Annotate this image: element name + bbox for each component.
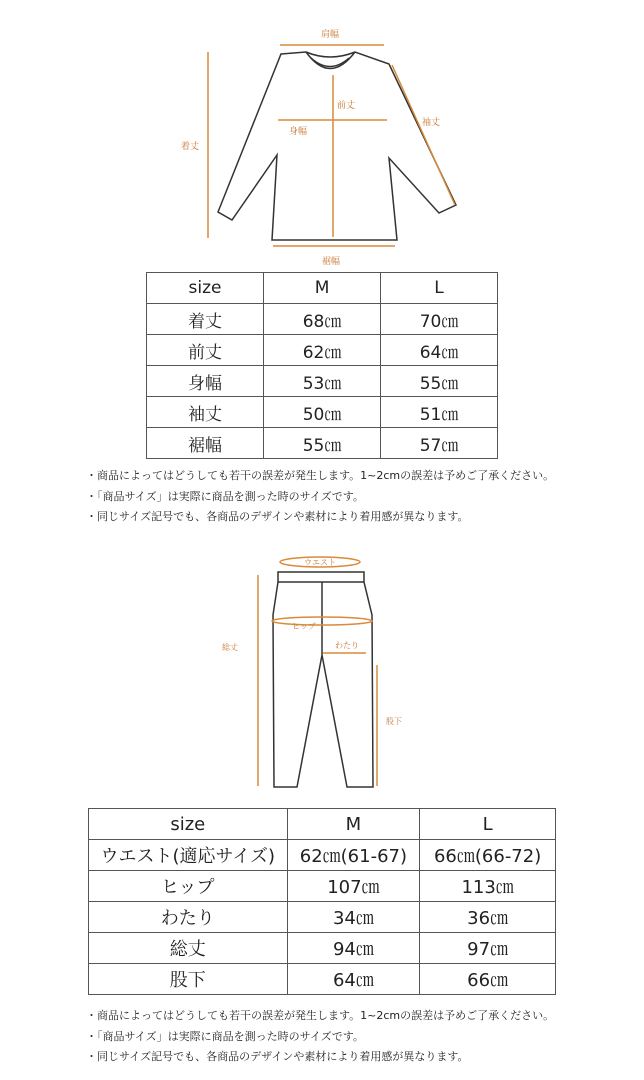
bottom-size-table	[88, 808, 556, 995]
header-cell: size	[89, 809, 288, 840]
cell: 113㎝	[420, 871, 556, 902]
table-row	[89, 964, 556, 995]
cell: 股下	[89, 964, 288, 995]
cell: 70㎝	[381, 304, 498, 335]
note: ・「商品サイズ」は実際に商品を測った時のサイズです。	[86, 1029, 364, 1043]
header-cell: size	[147, 273, 264, 304]
header-cell: L	[420, 809, 556, 840]
cell: 50㎝	[264, 397, 381, 428]
cell: 107㎝	[287, 871, 420, 902]
note: ・「商品サイズ」は実際に商品を測った時のサイズです。	[86, 489, 364, 503]
label-hem: 裾幅	[322, 257, 341, 267]
table-row	[89, 871, 556, 902]
header-cell: L	[381, 273, 498, 304]
label-shoulder: 肩幅	[321, 30, 340, 40]
cell: 身幅	[147, 366, 264, 397]
bottom-notes	[86, 1006, 554, 1068]
cell: 51㎝	[381, 397, 498, 428]
label-thigh: わたり	[335, 641, 359, 650]
header-cell: M	[287, 809, 420, 840]
cell: 総丈	[89, 933, 288, 964]
cell: ヒップ	[89, 871, 288, 902]
cell: 53㎝	[264, 366, 381, 397]
top-notes	[86, 466, 554, 528]
cell: 62㎝(61-67)	[287, 840, 420, 871]
cell: 着丈	[147, 304, 264, 335]
cell: 64㎝	[381, 335, 498, 366]
table-row	[147, 397, 498, 428]
cell: 66㎝	[420, 964, 556, 995]
cell: 68㎝	[264, 304, 381, 335]
cell: 62㎝	[264, 335, 381, 366]
cell: 94㎝	[287, 933, 420, 964]
cell: 57㎝	[381, 428, 498, 459]
cell: 64㎝	[287, 964, 420, 995]
cell: 66㎝(66-72)	[420, 840, 556, 871]
top-size-table	[146, 272, 498, 459]
cell: 裾幅	[147, 428, 264, 459]
table-header-row	[147, 273, 498, 304]
cell: 34㎝	[287, 902, 420, 933]
cell: 55㎝	[381, 366, 498, 397]
table-row	[147, 335, 498, 366]
label-inseam: 股下	[386, 717, 402, 726]
table-row	[147, 366, 498, 397]
label-waist: ウエスト	[304, 558, 336, 567]
label-front-length: 前丈	[337, 101, 356, 111]
cell: ウエスト(適応サイズ)	[89, 840, 288, 871]
cell: 袖丈	[147, 397, 264, 428]
table-row	[89, 840, 556, 871]
note: ・同じサイズ記号でも、各商品のデザインや素材により着用感が異なります。	[86, 1050, 469, 1063]
cell: 55㎝	[264, 428, 381, 459]
cell: 36㎝	[420, 902, 556, 933]
cell: わたり	[89, 902, 288, 933]
table-header-row	[89, 809, 556, 840]
note: ・商品によってはどうしても若干の誤差が発生します。1~2cmの誤差は予めご了承ください。	[86, 469, 555, 482]
note: ・商品によってはどうしても若干の誤差が発生します。1~2cmの誤差は予めご了承ください。	[86, 1009, 555, 1022]
shirt-outline	[218, 52, 456, 240]
table-row	[89, 933, 556, 964]
label-total-length: 総丈	[222, 643, 238, 652]
label-body-width: 身幅	[289, 127, 308, 137]
cell: 97㎝	[420, 933, 556, 964]
table-row	[147, 428, 498, 459]
table-row	[89, 902, 556, 933]
label-length: 着丈	[181, 142, 200, 152]
label-hip: ヒップ	[292, 622, 316, 631]
note: ・同じサイズ記号でも、各商品のデザインや素材により着用感が異なります。	[86, 510, 469, 523]
header-cell: M	[264, 273, 381, 304]
table-row	[147, 304, 498, 335]
cell: 前丈	[147, 335, 264, 366]
pants-outline	[273, 572, 373, 787]
label-sleeve: 袖丈	[422, 118, 441, 128]
